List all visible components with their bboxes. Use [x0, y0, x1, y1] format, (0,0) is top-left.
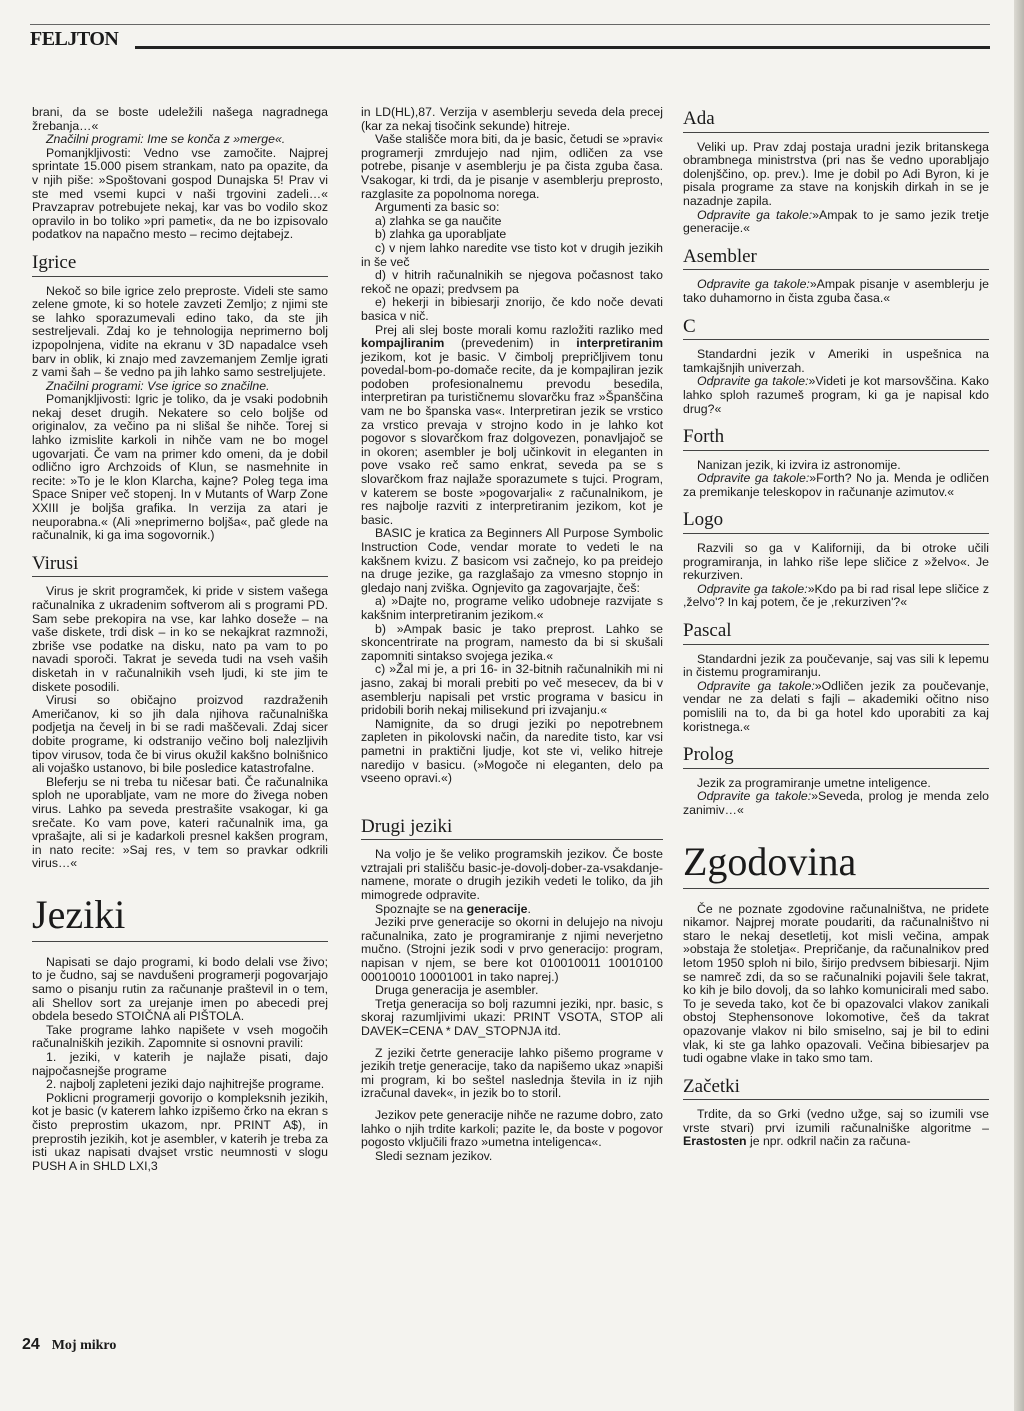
page-number: 24: [22, 1336, 40, 1353]
text-run: »Forth? No ja. Menda je odličen za premikanje teleskopov in računanje azimutov.«: [683, 471, 989, 499]
list-item: b) »Ampak basic je tako preprost. Lahko se skoncentrirate na program, namesto da bi si skušali zapomniti sintakso svojega jezika.«: [361, 621, 663, 663]
paragraph: Nekoč so bile igrice zelo preproste. Videli ste samo zelene gmote, ki so hotele zavzeti Zemljo; z njimi ste se lahko sporazumevali edino tako, da ste jih sestreljevali. Zdaj ko je tehnologija neprimerno bolj izpopolnjena, vidite na ekranu v 3D napadalce vseh barv in oblik, ki znajo med zavzemanjem Zemlje igrati z vami šah – še vedno pa jih lahko samo sestreljujete.: [32, 283, 328, 380]
term-kompajliranim: kompajliranim: [361, 336, 445, 351]
text-run: »Ampak to je samo jezik tretje generacije.«: [683, 207, 989, 236]
text-run: »Ampak pisanje v asemblerju je tako duhamorno in čista zguba časa.«: [683, 277, 989, 305]
heading-igrice: Igrice: [32, 256, 328, 277]
paragraph: Z jeziki četrte generacije lahko pišemo programe v jezikih tretje generacije, tako da napišemo ukaz »napiši mi program, ki bo seštel naslednja števila in iz njih izračunal davek«, in jezik bo to storil.: [361, 1045, 663, 1101]
paragraph: Standardni jezik v Ameriki in uspešnica na tamkajšnjih univerzah.: [683, 347, 989, 375]
dismiss-label: Odpravite ga takole:: [697, 471, 810, 486]
paragraph: [361, 903, 663, 917]
paragraph: in LD(HL),87. Verzija v asemblerju seveda dela precej (kar za nekaj tisočink sekunde) hitreje.: [361, 105, 663, 133]
paragraph: Če ne poznate zgodovine računalništva, ne pridete nikamor. Najprej morate poudariti, da računalništvo ni staro le nekaj desetletij, kot misli večina, ampak »obstaja že stoletja«. Prepričanje, da računalnikov pred letom 1950 sploh ni bilo, širijo predvsem bibiesarji. Njim se namreč zdi, da so se računalniki pojavili šele takrat, ko kih je bilo dovolj, da so lahko komunicirali med sabo. To je seveda tako, kot če bi opazovalci vlakov zanikali obstoj Stephensonove lokomotive, češ da takrat opazovanje vlakov ni bilo smiselno, saj je bil to edini vlak, ki ste ga lahko opazovali. Večina bibiesarjev pa tudi ogabne vlake in tako smo tam.: [683, 901, 989, 1066]
text-run: Prej ali slej boste morali komu razložiti razliko med: [375, 322, 663, 337]
heading-drugi-jeziki: Drugi jeziki: [361, 820, 663, 841]
list-item: e) hekerji in bibiesarji znorijo, če kdo noče devati basica v nič.: [361, 295, 663, 323]
term-erastosten: Erastosten: [683, 1134, 747, 1149]
paragraph: Virus je skrit programček, ki pride v sistem vašega računalnika z ukradenim softverom ali s programi PD. Sam sebe prekopira na vse, kar lahko doseže – na vaše diskete, trdi disk – in ko se nekajkrat razmnoži, zbriše vse podatke na disku, nato pa vam to po navadi sporoči. Takrat je seveda tudi na vseh vaših disketah in v računalnikih vseh ljudi, ki ste jim te diskete posodili.: [32, 584, 328, 694]
paragraph: Druga generacija je asembler.: [375, 983, 539, 998]
paragraph: [683, 209, 989, 236]
heading-zacetki: Začetki: [683, 1080, 989, 1101]
text-run: Trdite, da so Grki (vedno užge, saj so izumili vse vrste stvari) prvi izumili računalniške algoritme –: [683, 1107, 989, 1135]
paragraph: Argumenti za basic so:: [375, 200, 500, 215]
paragraph: Razvili so ga v Kaliforniji, da bi otroke učili programiranja, in lahko riše lepe sličice z »želvo«. Je rekurziven.: [683, 541, 989, 583]
paragraph: [683, 1108, 989, 1149]
header-rule: [135, 46, 990, 49]
paragraph: Značilni programi: Vse igrice so značilne.: [46, 378, 270, 393]
column-3: [683, 106, 989, 1149]
paragraph: 2. najbolj zapleteni jeziki dajo najhitrejše programe.: [46, 1077, 325, 1092]
text-run: »Kdo pa bi rad risal lepe sličice z ,želvo'? In kaj potem, če je ,rekurziven'?«: [683, 581, 989, 610]
paragraph: Jeziki prve generacije so okorni in delujejo na nivoju računalnika, zato je programiranje z njimi neverjetno mučno. (Strojni jezik sodi v prvo generacijo: program, napisan v njem, se bere kot 010010011 10010100 00010010 10001001 in tako naprej.): [361, 915, 663, 984]
text-run: »Seveda, prolog je menda zelo zanimiv…«: [683, 789, 989, 817]
text-run: »Videti je kot marsovščina. Kako lahko sploh razumeš program, ki ga je napisal kdo drug?«: [683, 374, 989, 416]
text-run: jezikom, kot je basic. V čimbolj prepričljivem tonu povedal-bom-po-domače recite, da je kompajliran jezik podoben profesionalnemu prevodu besedila, interpretiran pa turističnemu slovarčku fraz »Španščina vam ne bo španska vas«. Interpretiran jezik se vrstico za vrstico prevaja v strojno kodo in je lahko kot pogovor s slovarčkom fraz dolgovezen, ponavljajoč se in okoren; asembler je bolj učinkovit in eleganten in pove vsako reč samo enkrat, seveda pa se s slovarčkom fraz najlaže sporazumete s tujci. Program, v katerem se boste »pogovarjali« z računalnikom, je res najbolje razviti z interpretiranim jezikom, kot je basic.: [361, 349, 663, 527]
page-footer: [22, 1336, 116, 1354]
heading-asembler: Asembler: [683, 250, 989, 271]
heading-logo: Logo: [683, 513, 989, 534]
text-run: Spoznajte se na: [375, 901, 464, 916]
paragraph: [683, 680, 989, 734]
heading-jeziki: Jeziki: [32, 893, 328, 942]
list-item: c) v njem lahko naredite vse tisto kot v drugih jezikih in še več: [361, 240, 663, 269]
paragraph: [683, 472, 989, 499]
heading-forth: Forth: [683, 430, 989, 451]
heading-virusi: Virusi: [32, 557, 328, 578]
term-generacije: generacije: [466, 901, 528, 916]
paragraph: Veliki up. Prav zdaj postaja uradni jezik britanskega obrambnega ministrstva (pri nas še vedno uporabljajo dolenjščino, op. prev.). Ime je dobil po Adi Byron, ki je pisala programe za stave na konjskih dirkah in se je nazadnje zapila.: [683, 139, 989, 208]
paragraph: BASIC je kratica za Beginners All Purpose Symbolic Instruction Code, vendar morate to vedeti le na kakšnem kvizu. Z basicom vsi začnejo, ko pa preidejo na druge jezike, ga razglašajo za vmesno stopnjo in gledajo nanj zviška. Ognjevito ga zagovarjajte, češ:: [361, 526, 663, 595]
heading-prolog: Prolog: [683, 748, 989, 769]
heading-ada: Ada: [683, 112, 989, 133]
paragraph: Take programe lahko napišete v vseh mogočih računalniških jezikih. Zapomnite si osnovni pravili:: [32, 1022, 328, 1051]
paragraph: [683, 583, 989, 610]
paragraph: Standardni jezik za poučevanje, saj vas sili k lepemu in čistemu programiranju.: [683, 651, 989, 680]
page-header: [30, 28, 990, 58]
paragraph: Pomanjkljivosti: Igric je toliko, da je vsaki podobnih nekaj deset drugih. Nekatere so celo boljše od originalov, za večino pa ni slišal še nihče. Torej si lahko izmislite karkoli in nihče vam ne bo mogel ugovarjati. Če vam na primer kdo omeni, da je dobil odlično igro Archzoids of Klun, se nasmehnite in recite: »To je le klon Klarcha, kajne? Poleg tega ima Space Sniper več stopenj. In v Mutants of Warp Zone XXIII je boljša grafika. In verzija za atari je neuporabna.« (Ali »neprimerno boljša«, pač glede na računalnik, ki ga ima sogovornik.): [32, 392, 328, 543]
paragraph: Jezikov pete generacije nihče ne razume dobro, zato lahko o njih trdite karkoli; pazite le, da boste v pogovor pogosto vključili frazo »umetna inteligenca«.: [361, 1107, 663, 1150]
dismiss-label: Odpravite ga takole:: [697, 374, 809, 389]
paragraph: Poklicni programerji govorijo o kompleksnih jezikih, kot je basic (v katerem lahko izpišemo črko na ekran s čisto preprostim ukazom, npr. PRINT A$), in preprostih jezikih, kot je asembler, v katerih je treba za isti ukaz napisati dvajset vrstic neumnosti v slogu PUSH A in SHLD LXI,3: [32, 1090, 328, 1173]
paragraph: Jezik za programiranje umetne inteligence.: [697, 775, 931, 790]
text-run: »Odličen jezik za poučevanje, vendar ne za delati s fajli – akademiki očitno niso pomislili na to, da bi ga hotel kdo uporabiti za kaj koristnega.«: [683, 678, 989, 734]
text-run: je npr. odkril način za računa-: [749, 1134, 911, 1149]
heading-zgodovina: Zgodovina: [683, 840, 989, 889]
dismiss-label: Odpravite ga takole:: [697, 277, 810, 292]
dismiss-label: Odpravite ga takole:: [697, 207, 813, 222]
paragraph: brani, da se boste udeležili našega nagradnega žrebanja…«: [32, 105, 328, 133]
paragraph: Napisati se dajo programi, ki bodo delali vse živo; to je čudno, saj se navdušeni programerji pogovarjajo samo o pisanju rutin za računanje praštevil in o tem, ali Shellov sort za urejanje imen po abecedi prej obdela besedo STOIČNA ali PIŠTOLA.: [32, 954, 328, 1024]
list-item: c) »Žal mi je, a pri 16- in 32-bitnih računalnikih mi ni jasno, zakaj bi morali prebiti po več mesecev, da bi v asemblerju napisali pet vrstic programa v basicu in pridobili borih nekaj milisekund pri izvajanju.«: [361, 662, 663, 718]
paragraph: Tretja generacija so bolj razumni jeziki, npr. basic, s skoraj razumljivimi ukazi: PRINT VSOTA, STOP ali DAVEK=CENA * DAV_STOPNJA itd.: [361, 996, 663, 1038]
paragraph: Na voljo je še veliko programskih jezikov. Če boste vztrajali pri stališču basic-je-dovolj-dober-za-vsakdanje-namene, morate o drugih jezikih vedeti le toliko, da jih mimogrede odpravite.: [361, 847, 663, 903]
list-item: a) »Dajte no, programe veliko udobneje razvijate s kakšnim interpretiranim jezikom.«: [361, 594, 663, 622]
text-run: (prevedenim) in: [460, 336, 560, 351]
paragraph: Namignite, da so drugi jeziki po nepotrebnem zapleten in pikolovski način, da naredite tisto, kar vsi pametni in praktični ljudje, kot ste vi, veliko hitreje naredijo v basicu. (»Mogoče ni eleganten, delo pa vseeno opravi.«): [361, 716, 663, 786]
dismiss-label: Odpravite ga takole:: [697, 789, 812, 804]
heading-c: C: [683, 320, 989, 341]
heading-pascal: Pascal: [683, 624, 989, 645]
paragraph: [683, 278, 989, 305]
paragraph: Vaše stališče mora biti, da je basic, četudi se »pravi« programerji zmrdujejo nad njim, odličen za vse potrebe, pisanje v asemblerju je pa čista zguba časa. Vsakogar, ki trdi, da je pisanje v asemblerju preprosto, razglasite za popolnoma norega.: [361, 132, 663, 201]
section-title: FELJTON: [30, 28, 119, 50]
paragraph: Pomanjkljivosti: Vedno vse zamočite. Najprej sprintate 15.000 pisem strankam, nato pa opazite, da v njih piše: »Spoštovani gospod Dunajska 5! Prav vi ste med vsemi kupci v naši trgovini zadeli…« Pravzaprav potrebujete nekaj, kar vas bo vodilo skoz opravilo in bo toliko »pri pameti«, da ne bo izpisovalo podatkov na napačno mesto – recimo dejtabejz.: [32, 145, 328, 242]
paragraph: Značilni programi: Ime se konča z »merge«.: [46, 132, 286, 147]
paragraph: Sledi seznam jezikov.: [375, 1148, 493, 1163]
column-1: [32, 106, 328, 1173]
paragraph: Virusi so običajno proizvod razdraženih Američanov, ki so jih dala njihova računalniška podjetja na čevelj in bi se radi maščevali. Zdaj sicer dobite programe, ki odstranijo večino bolj nalezljivih tipov virusov, toda če bi virus okužil kakšno bolnišnico ali vojaško ustanovo, bi bile posledice katastrofalne.: [32, 693, 328, 776]
list-item: d) v hitrih računalnikih se njegova počasnost tako rekoč ne opazi; predvsem pa: [361, 268, 663, 296]
dismiss-label: Odpravite ga takole:: [697, 678, 815, 693]
header-top-rule: [30, 24, 990, 25]
paragraph: [683, 375, 989, 416]
paragraph: Nanizan jezik, ki izvira iz astronomije.: [697, 457, 901, 472]
dismiss-label: Odpravite ga takole:: [697, 581, 808, 596]
magazine-name: Moj mikro: [51, 1338, 117, 1353]
page-edge-shadow: [1014, 0, 1024, 1411]
term-interpretiranim: interpretiranim: [576, 336, 663, 351]
paragraph: 1. jeziki, v katerih je najlaže pisati, dajo najpočasnejše programe: [32, 1050, 328, 1078]
list-item: b) zlahka ga uporabljate: [375, 227, 507, 242]
paragraph: Bleferju se ni treba tu ničesar bati. Če računalnika sploh ne uporabljate, vam ne more do živega noben virus. Lahko pa seveda prestrašite vsakogar, ki ga srečate. Ko vam pove, kateri računalnik ima, ga vprašajte, ali si je kadarkoli presnel kakšen program, in nato recite: »Saj res, v tem so pravkar odkrili virus…«: [32, 774, 328, 871]
list-item: a) zlahka se ga naučite: [375, 213, 502, 228]
paragraph: [683, 790, 989, 817]
text-run: .: [527, 901, 531, 916]
column-2: [361, 106, 663, 1163]
paragraph: [361, 324, 663, 528]
